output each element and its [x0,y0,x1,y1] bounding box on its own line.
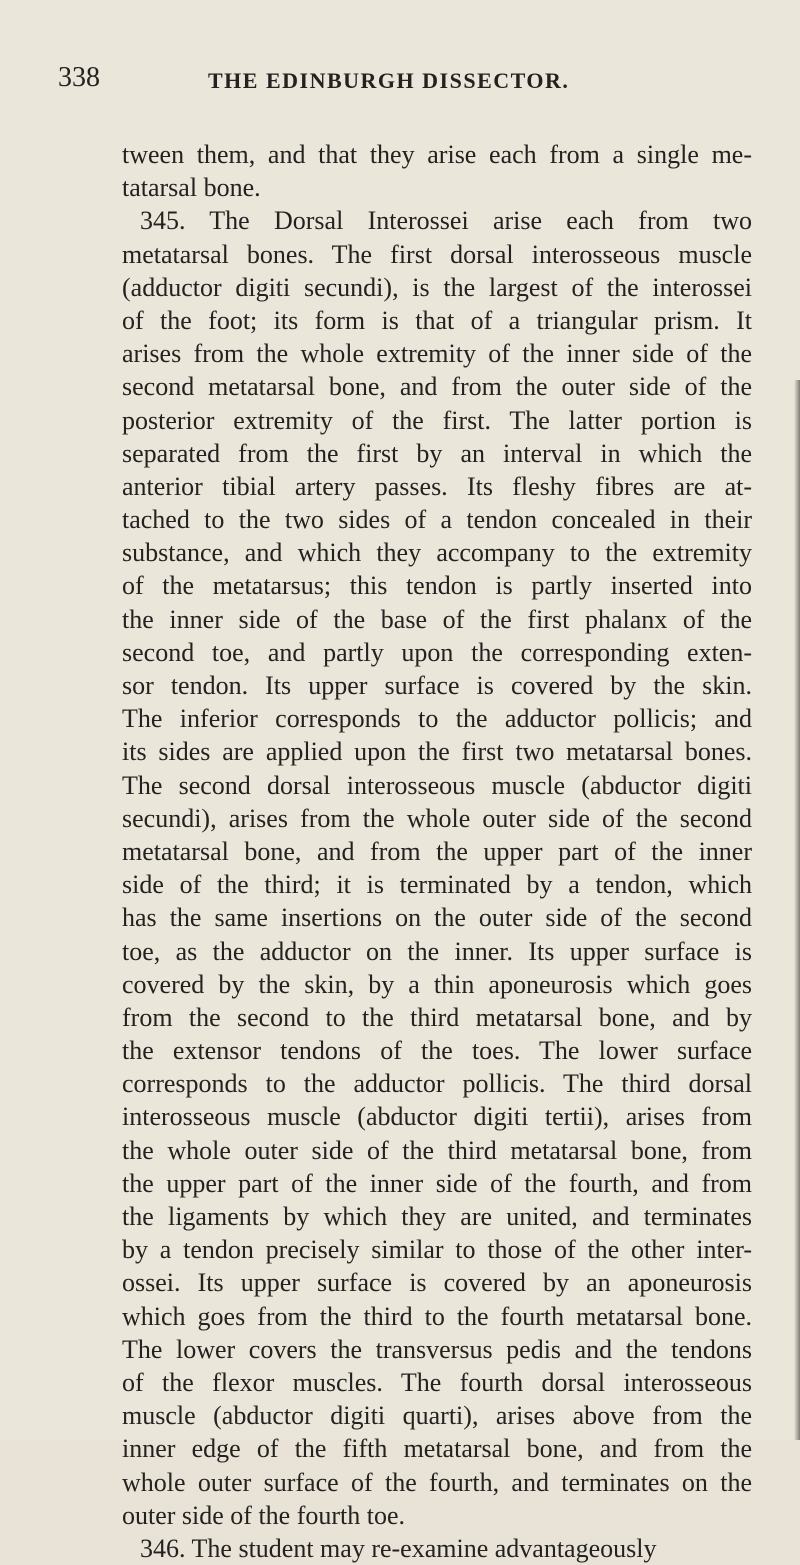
text-line: secundi), arises from the whole outer side of the second [122,803,752,833]
text-line: tatarsal bone. [122,173,261,203]
page-header [58,62,760,102]
text-line: from the second to the third metatarsal bone, and by [122,1002,752,1032]
text-line: side of the third; it is terminated by a tendon, which [122,870,752,900]
paragraph-start-line: 345. The Dorsal Interossei arise each from two [140,206,752,236]
text-line: of the metatarsus; this tendon is partly inserted into [122,571,752,601]
text-line: ossei. Its upper surface is covered by an aponeurosis [122,1268,752,1298]
text-line: separated from the first by an interval in which the [122,438,752,468]
text-line: tween them, and that they arise each from a single me- [122,140,752,169]
text-line: second metatarsal bone, and from the outer side of the [122,372,752,402]
text-line: covered by the skin, by a thin aponeurosis which goes [122,969,752,999]
text-line: which goes from the third to the fourth metatarsal bone. [122,1301,752,1331]
text-line: muscle (abductor digiti quarti), arises above from the [122,1401,752,1431]
text-line: whole outer surface of the fourth, and terminates on the [122,1467,752,1497]
text-line: The inferior corresponds to the adductor pollicis; and [122,704,752,734]
text-line: substance, and which they accompany to the extremity [122,538,752,568]
text-line: arises from the whole extremity of the inner side of the [122,339,752,369]
text-line: anterior tibial artery passes. Its fleshy fibres are at- [122,471,752,501]
page-edge-shadow [794,380,800,1440]
text-line: inner edge of the fifth metatarsal bone, and from the [122,1434,752,1464]
text-line: toe, as the adductor on the inner. Its upper surface is [122,936,752,966]
text-line: metatarsal bone, and from the upper part of the inner [122,836,752,866]
text-line: has the same insertions on the outer side of the second [122,903,752,933]
text-line: The lower covers the transversus pedis and the tendons [122,1334,752,1364]
text-line: second toe, and partly upon the corresponding exten- [122,637,752,667]
text-line: by a tendon precisely similar to those of the other inter- [122,1235,752,1265]
text-line: the extensor tendons of the toes. The lower surface [122,1036,752,1066]
text-line: sor tendon. Its upper surface is covered by the skin. [122,671,752,700]
text-line: posterior extremity of the first. The latter portion is [122,405,752,435]
body-text [122,138,752,1565]
text-line: its sides are applied upon the first two metatarsal bones. [122,737,752,767]
page-number: 338 [58,62,100,93]
text-line: of the flexor muscles. The fourth dorsal interosseous [122,1367,752,1397]
text-line: The second dorsal interosseous muscle (abductor digiti [122,770,752,800]
text-line: tached to the two sides of a tendon concealed in their [122,505,752,535]
text-line: interosseous muscle (abductor digiti tertii), arises from [122,1102,752,1132]
text-line: metatarsal bones. The first dorsal interosseous muscle [122,239,752,269]
text-line: (adductor digiti secundi), is the largest of the interossei [122,272,752,302]
text-line: outer side of the fourth toe. [122,1500,406,1530]
text-line: corresponds to the adductor pollicis. The third dorsal [122,1069,752,1099]
text-line: the inner side of the base of the first phalanx of the [122,604,752,634]
text-line: the upper part of the inner side of the fourth, and from [122,1168,752,1198]
text-line: the ligaments by which they are united, and terminates [122,1202,752,1231]
paragraph-start-line: 346. The student may re-examine advantageously [140,1533,657,1563]
text-line: the whole outer side of the third metatarsal bone, from [122,1135,752,1165]
running-title: THE EDINBURGH DISSECTOR. [208,68,570,93]
text-line: of the foot; its form is that of a triangular prism. It [122,305,752,335]
